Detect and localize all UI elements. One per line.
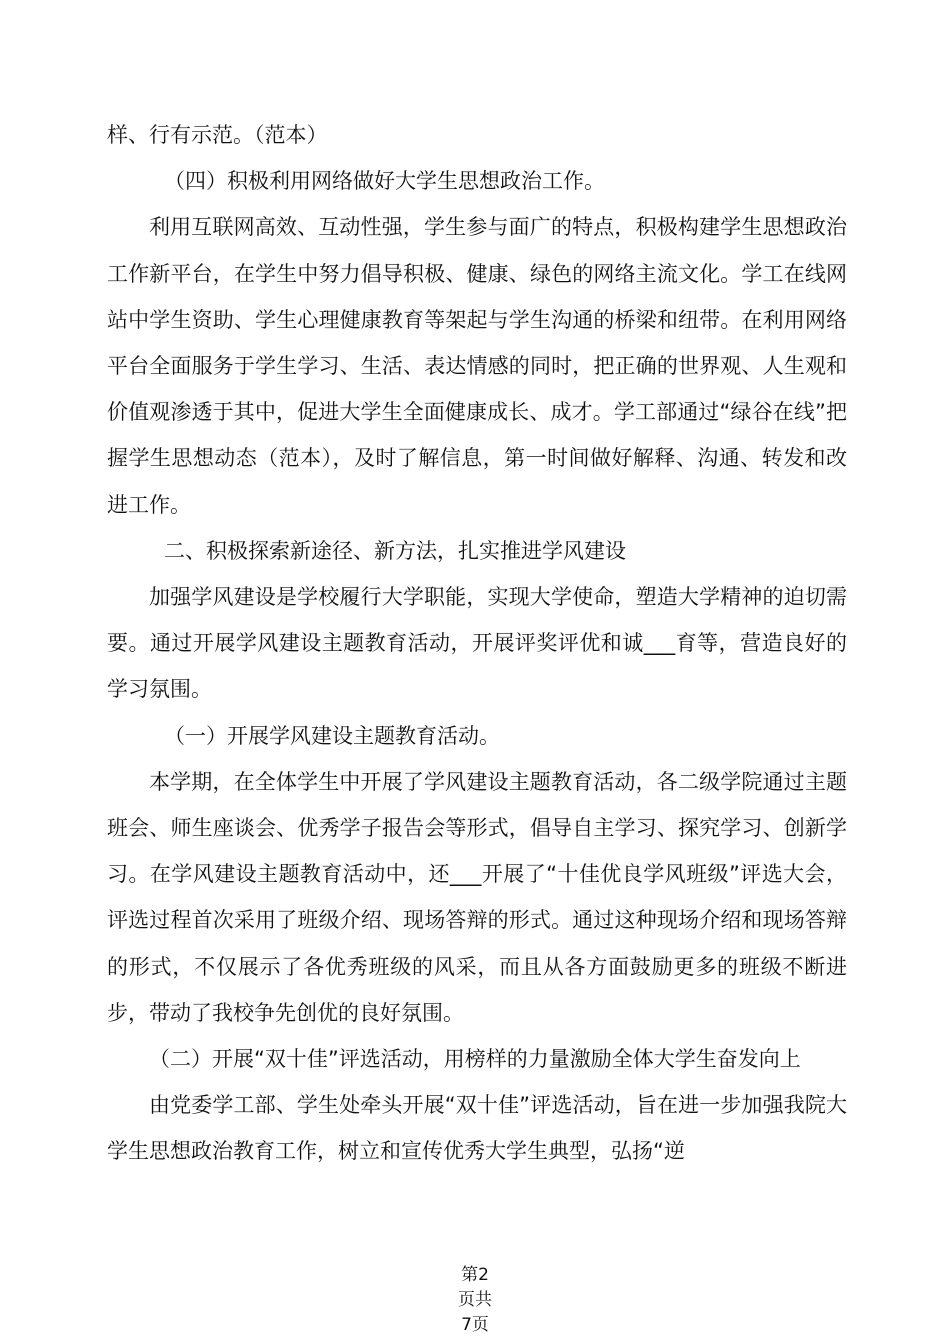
page-number-line-2: 页共 xyxy=(458,1290,492,1310)
paragraph-continuation: 样、行有示范。（范本） xyxy=(107,123,328,147)
page-number-line-3: 7页 xyxy=(461,1315,489,1335)
section-heading-4: （四）积极利用网络做好大学生思想政治工作。 xyxy=(164,169,605,194)
section-heading-2-1: （一）开展学风建设主题教育活动。 xyxy=(164,723,500,748)
paragraph-study-style: 加强学风建设是学校履行大学职能，实现大学使命，塑造大学精神的迫切需要。通过开展学风建设主题教育活动，开展评奖评优和诚___育等，营造良好的学习氛围。 xyxy=(107,585,847,702)
paragraph-theme-activity: 本学期，在全体学生中开展了学风建设主题教育活动，各二级学院通过主题班会、师生座谈会、优秀学子报告会等形式，倡导自主学习、探究学习、创新学习。在学风建设主题教育活动中，还___开展了“十佳优良学风班级”评选大会，评选过程首次采用了班级介绍、现场答辩的形式。通过这种现场介绍和现场答辩的形式，不仅展示了各优秀班级的风采，而且从各方面鼓励更多的班级不断进步，带动了我校争先创优的良好氛围。 xyxy=(107,769,847,1025)
page-number-footer xyxy=(0,1263,950,1338)
section-heading-2: 二、积极探索新途径、新方法，扎实推进学风建设 xyxy=(164,538,626,563)
document-body xyxy=(107,112,847,1175)
page-number-line-1: 第2 xyxy=(461,1265,489,1285)
paragraph-network-work: 利用互联网高效、互动性强，学生参与面广的特点，积极构建学生思想政治工作新平台，在学生中努力倡导积极、健康、绿色的网络主流文化。学工在线网站中学生资助、学生心理健康教育等架起与学生沟通的桥梁和纽带。在利用网络平台全面服务于学生学习、生活、表达情感的同时，把正确的世界观、人生观和价值观渗透于其中，促进大学生全面健康成长、成才。学工部通过“绿谷在线”把握学生思想动态（范本），及时了解信息，第一时间做好解释、沟通、转发和改进工作。 xyxy=(107,215,847,517)
section-heading-2-2: （二）开展“双十佳”评选活动，用榜样的力量激励全体大学生奋发向上 xyxy=(149,1047,801,1072)
paragraph-double-ten: 由党委学工部、学生处牵头开展“双十佳”评选活动，旨在进一步加强我院大学生思想政治教育工作，树立和宣传优秀大学生典型，弘扬“逆 xyxy=(107,1093,847,1164)
